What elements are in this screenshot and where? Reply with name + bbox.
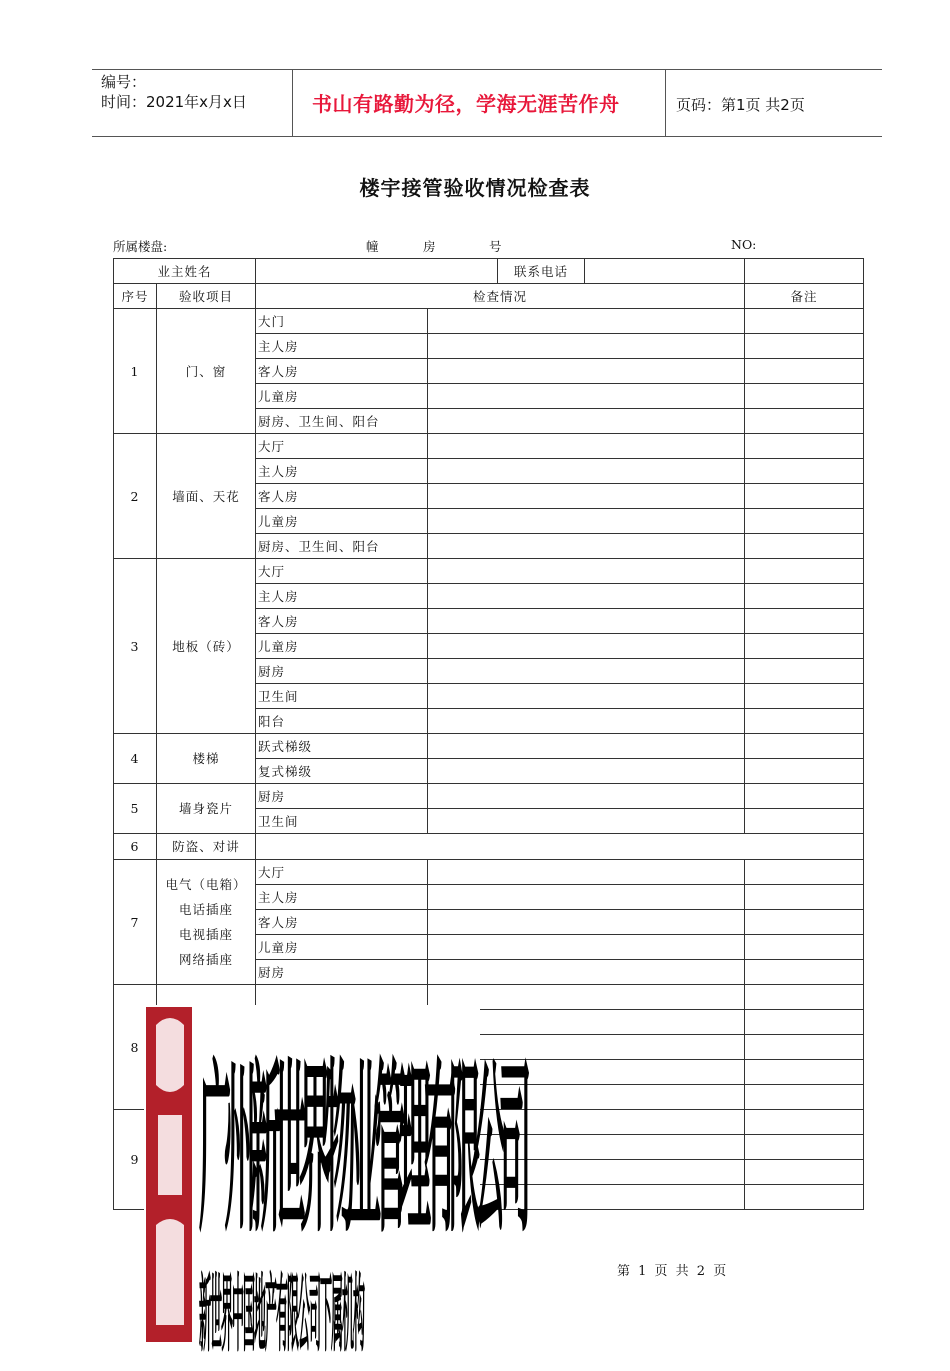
stamp-company-name: 广州新世界物业管理有限公司 [199,1039,525,1261]
room-label: 儿童房 [256,509,428,534]
room-label: 跃式梯级 [256,734,428,759]
check-field[interactable] [428,334,745,359]
col-item-header: 验收项目 [157,284,256,309]
check-field[interactable] [256,834,864,860]
col-note-header: 备注 [745,284,864,309]
no-label: NO: [731,237,757,252]
check-field[interactable] [428,860,745,885]
check-field[interactable] [428,960,745,985]
note-field[interactable] [745,409,864,434]
check-field[interactable] [428,885,745,910]
note-field[interactable] [745,359,864,384]
page-number-label: 页码：第1页 共2页 [676,96,805,114]
check-field[interactable] [428,434,745,459]
note-field[interactable] [745,985,864,1010]
note-field[interactable] [745,434,864,459]
room-label: 厨房 [256,960,428,985]
phone-field[interactable] [745,259,864,284]
room-label: 复式梯级 [256,759,428,784]
item-number: 6 [114,834,157,860]
check-field[interactable] [428,659,745,684]
room-label: 儿童房 [256,634,428,659]
check-field[interactable] [428,309,745,334]
note-field[interactable] [745,334,864,359]
item-number: 1 [114,309,157,434]
note-field[interactable] [745,910,864,935]
note-field[interactable] [745,309,864,334]
note-field[interactable] [745,609,864,634]
table-row [114,434,864,459]
number-label: 号 [489,239,502,254]
owner-row [114,259,864,284]
table-row [114,834,864,860]
note-field[interactable] [745,559,864,584]
note-field[interactable] [745,1135,864,1160]
table-row [114,784,864,809]
page-footer: 第 1 页 共 2 页 [617,1264,729,1279]
room-label: 厨房、卫生间、阳台 [256,409,428,434]
check-field[interactable] [428,509,745,534]
check-field[interactable] [428,584,745,609]
stamp-subtext: 新世界中国地产有限公司下属机构 [199,1266,365,1364]
document-time-label: 时间：2021年x月x日 [101,93,247,111]
col-seq-header: 序号 [114,284,157,309]
room-label: 儿童房 [256,384,428,409]
room-label: 大厅 [256,559,428,584]
check-field[interactable] [428,734,745,759]
table-row [114,734,864,759]
note-field[interactable] [745,1010,864,1035]
room-label: 主人房 [256,584,428,609]
note-field[interactable] [745,935,864,960]
building-label: 幢 [366,239,379,254]
header-top-rule [92,69,882,70]
inspection-item: 墙身瓷片 [157,784,256,834]
note-field[interactable] [745,1085,864,1110]
note-field[interactable] [745,1060,864,1085]
phone-label: 联系电话 [497,259,585,283]
note-field[interactable] [745,459,864,484]
item-number: 5 [114,784,157,834]
item-number: 2 [114,434,157,559]
check-field[interactable] [428,759,745,784]
room-label: 厨房 [256,784,428,809]
note-field[interactable] [745,1110,864,1135]
room-label: 客人房 [256,359,428,384]
table-row [114,860,864,885]
check-field[interactable] [428,359,745,384]
property-label: 所属楼盘: [113,239,168,254]
check-field[interactable] [428,459,745,484]
note-field[interactable] [745,534,864,559]
header-divider [665,69,666,136]
note-field[interactable] [745,809,864,834]
col-check-header: 检查情况 [256,284,745,309]
item-number: 4 [114,734,157,784]
check-field[interactable] [428,935,745,960]
check-field[interactable] [428,384,745,409]
room-label: 主人房 [256,334,428,359]
item-number: 7 [114,860,157,985]
note-field[interactable] [745,960,864,985]
item-number: 3 [114,559,157,734]
check-field[interactable] [428,484,745,509]
check-field[interactable] [428,534,745,559]
note-field[interactable] [745,784,864,809]
page-title: 楼宇接管验收情况检查表 [359,176,591,200]
check-field[interactable] [428,910,745,935]
header-motto: 书山有路勤为径，学海无涯苦作舟 [312,92,620,116]
header-bottom-rule [92,136,882,137]
owner-name-field[interactable] [256,259,745,284]
check-field[interactable] [428,809,745,834]
note-field[interactable] [745,734,864,759]
room-label: 厨房 [256,659,428,684]
room-label: 厨房、卫生间、阳台 [256,534,428,559]
company-stamp [144,1005,525,1364]
item-number: 8 [114,985,157,1110]
note-field[interactable] [745,584,864,609]
note-field[interactable] [745,509,864,534]
column-header-row [114,284,864,309]
item-number: 9 [114,1110,157,1210]
inspection-item: 楼梯 [157,734,256,784]
note-field[interactable] [745,1185,864,1210]
room-label: 阳台 [256,709,428,734]
table-row [114,559,864,584]
check-field[interactable] [428,609,745,634]
check-field[interactable] [428,684,745,709]
room-label: 客人房 [256,609,428,634]
room-label: 卫生间 [256,809,428,834]
room-label: 客人房 [256,910,428,935]
note-field[interactable] [745,384,864,409]
check-field[interactable] [428,409,745,434]
room-label: 卫生间 [256,684,428,709]
header-divider [292,69,293,136]
note-field[interactable] [745,1035,864,1060]
room-label: 房 [423,239,436,254]
check-field[interactable] [428,634,745,659]
room-label: 客人房 [256,484,428,509]
note-field[interactable] [745,885,864,910]
inspection-item: 地板（砖） [157,559,256,734]
room-label: 儿童房 [256,935,428,960]
note-field[interactable] [745,484,864,509]
note-field[interactable] [745,860,864,885]
note-field[interactable] [745,659,864,684]
inspection-item: 防盗、对讲 [157,834,256,860]
room-label: 主人房 [256,459,428,484]
note-field[interactable] [745,684,864,709]
table-row [114,309,864,334]
inspection-item: 门、窗 [157,309,256,434]
room-label: 大厅 [256,434,428,459]
inspection-item: 电气（电箱） 电话插座 电视插座 网络插座 [157,860,256,985]
room-label: 主人房 [256,885,428,910]
check-field[interactable] [428,709,745,734]
room-label: 大门 [256,309,428,334]
check-field[interactable] [428,784,745,809]
note-field[interactable] [745,709,864,734]
room-label: 大厅 [256,860,428,885]
check-field[interactable] [428,559,745,584]
note-field[interactable] [745,759,864,784]
document-number-label: 编号： [101,73,147,91]
owner-name-label: 业主姓名 [114,259,256,284]
note-field[interactable] [745,634,864,659]
note-field[interactable] [745,1160,864,1185]
inspection-item: 墙面、天花 [157,434,256,559]
